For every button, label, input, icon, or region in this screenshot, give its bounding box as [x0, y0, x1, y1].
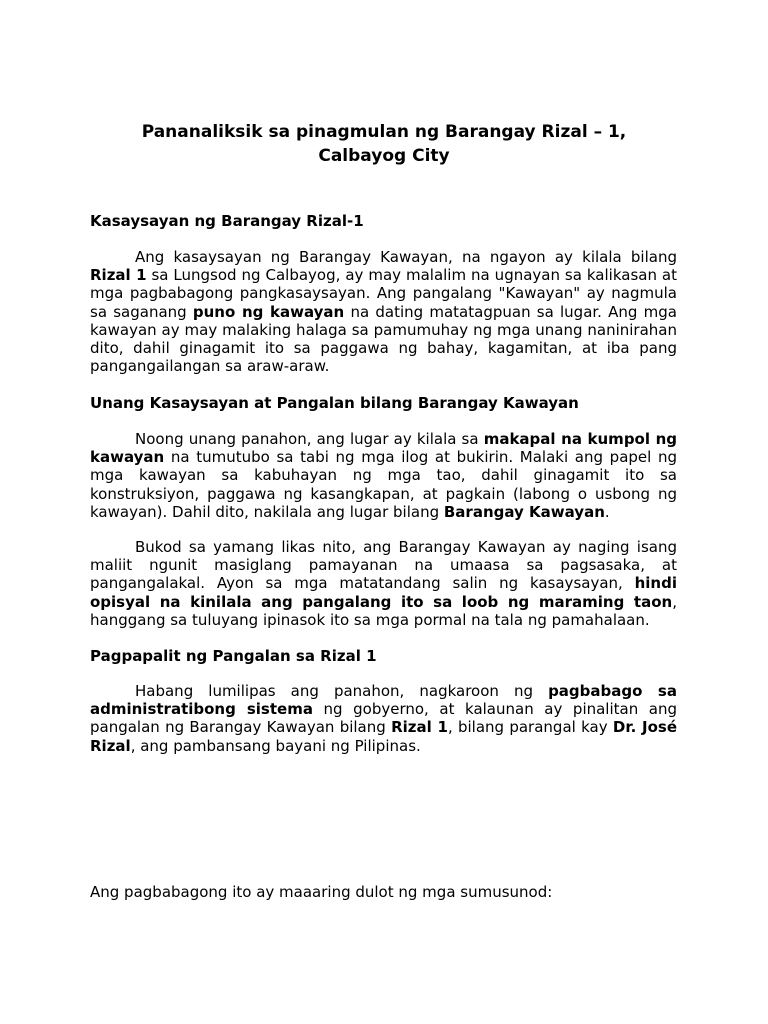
title-line-2: Calbayog City — [318, 146, 450, 166]
bold-text-run: Dr. José Rizal — [90, 718, 678, 755]
text-run: , ang pambansang bayani ng Pilipinas. — [130, 736, 421, 755]
text-run: sa Lungsod ng Calbayog, ay may malalim na ugnayan sa kalikasan at mga pagbabagong pangkasaysayan. Ang pangalang "Kawayan" ay nagmula sa saganang — [90, 266, 677, 321]
bold-text-run: Rizal 1 — [391, 718, 448, 737]
bold-text-run: pagbabago sa administratibong sistema — [90, 682, 677, 719]
text-run: Habang lumilipas ang panahon, nagkaroon ng — [135, 682, 549, 700]
text-run: . — [604, 502, 610, 521]
bold-text-run: Rizal 1 — [90, 266, 147, 285]
text-run: na tumutubo sa tabi ng mga ilog at bukirin. Malaki ang papel ng mga kawayan sa kabuhayan ng mga tao, dahil ginagamit ito sa konstruksiyon, paggawa ng kasangkapan, at pagkain (labong o usbong ng kawayan). Dahil dito, nakilala ang lugar bilang — [90, 448, 677, 521]
bold-text-run: makapal na kumpol ng kawayan — [90, 430, 678, 467]
title-line-1: Pananaliksik sa pinagmulan ng Barangay Rizal – 1, — [141, 122, 627, 142]
text-run: Bukod sa yamang likas nito, ang Barangay Kawayan ay naging isang maliit ngunit masiglang pamayanan na umaasa sa pagsasaka, at pangangalakal. Ayon sa mga matatandang salin ng kasaysayan, — [90, 538, 677, 593]
paragraph-unang-kasaysayan-1 — [90, 430, 677, 521]
text-run: na dating matatagpuan sa lugar. Ang mga kawayan ay may malaking halaga sa pamumuhay ng mga unang naninirahan dito, dahil ginagamit ito sa paggawa ng bahay, kagamitan, at iba pang pangangailangan sa araw-araw. — [90, 302, 677, 376]
paragraph-unang-kasaysayan-2 — [90, 538, 677, 629]
bold-text-run: puno ng kawayan — [192, 302, 345, 321]
bold-text-run: Barangay Kawayan — [443, 502, 605, 521]
paragraph-pagpapalit — [90, 682, 677, 755]
text-run: , hanggang sa tuluyang ipinasok ito sa mga pormal na tala ng pamahalaan. — [90, 592, 677, 629]
text-run: , bilang parangal kay — [447, 718, 613, 737]
closing-line: Ang pagbabagong ito ay maaaring dulot ng mga sumusunod: — [90, 883, 553, 901]
text-run: Ang kasaysayan ng Barangay Kawayan, na ngayon ay kilala bilang — [135, 248, 677, 266]
bold-text-run: hindi opisyal na kinilala ang pangalang ito sa loob ng maraming taon — [90, 574, 677, 611]
section-heading-pagpapalit: Pagpapalit ng Pangalan sa Rizal 1 — [90, 647, 377, 665]
text-run: Noong unang panahon, ang lugar ay kilala sa — [135, 430, 484, 448]
section-heading-kasaysayan: Kasaysayan ng Barangay Rizal-1 — [90, 212, 364, 230]
section-heading-unang-kasaysayan: Unang Kasaysayan at Pangalan bilang Barangay Kawayan — [90, 394, 579, 412]
document-title — [90, 120, 678, 168]
text-run: ng gobyerno, at kalaunan ay pinalitan ang pangalan ng Barangay Kawayan bilang — [90, 700, 678, 737]
paragraph-kasaysayan — [90, 248, 677, 375]
